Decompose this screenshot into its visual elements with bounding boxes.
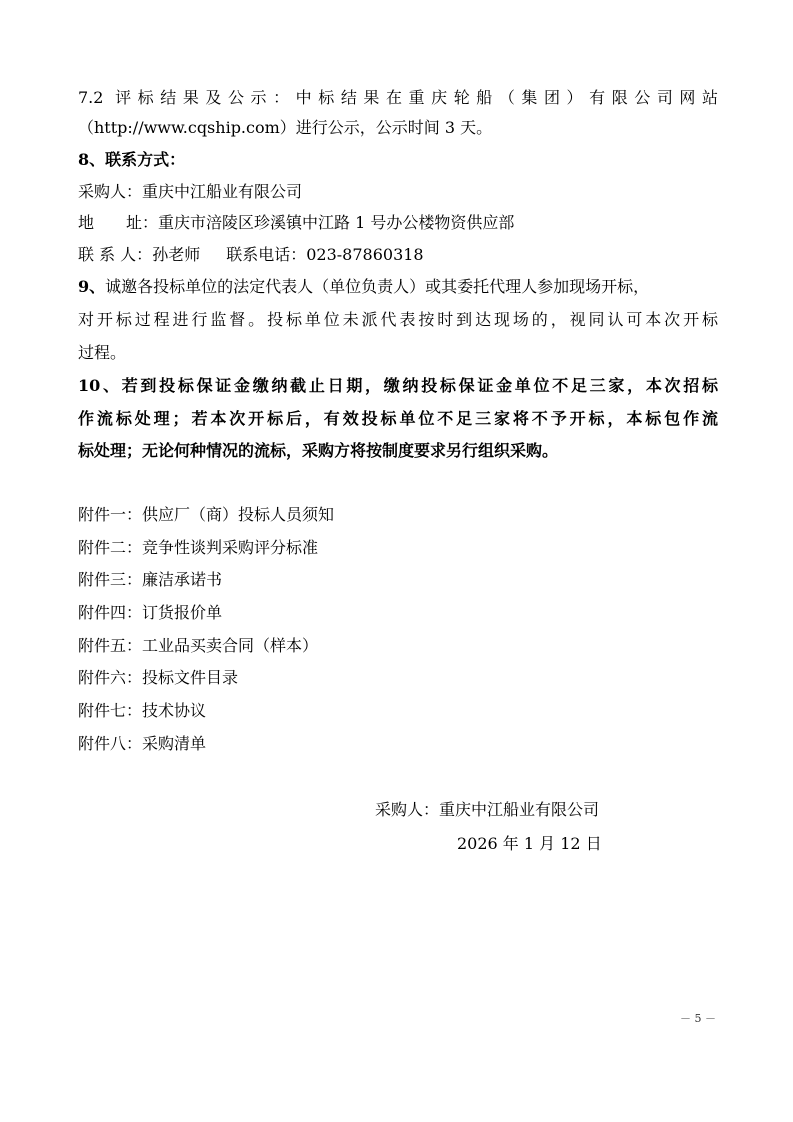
phone-value: 023-87860318 — [306, 245, 424, 264]
evaluation-result-line-2: （http://www.cqship.com）进行公示，公示时间 3 天。 — [78, 118, 493, 137]
invitation-body: 诚邀各投标单位的法定代表人（单位负责人）或其委托代理人参加现场开标， — [105, 277, 650, 296]
contact-heading: 8、联系方式： — [78, 150, 186, 169]
failed-bid-line-3: 标处理；无论何种情况的流标，采购方将按制度要求另行组织采购。 — [78, 441, 559, 460]
contact-address — [78, 213, 718, 233]
invitation-line-1 — [78, 277, 718, 297]
signature-buyer: 采购人：重庆中江船业有限公司 — [375, 800, 600, 819]
failed-bid-line-2: 作流标处理；若本次开标后，有效投标单位不足三家将不予开标，本标包作流 — [78, 409, 718, 428]
attachment-item-7: 附件七：技术协议 — [78, 701, 207, 720]
invitation-text-1 — [78, 277, 649, 296]
invitation-number: 9、 — [78, 277, 106, 296]
attachment-item-8: 附件八：采购清单 — [78, 734, 207, 753]
invitation-line-3: 过程。 — [78, 343, 127, 362]
signature-date: 2026 年 1 月 12 日 — [457, 834, 602, 853]
attachment-item-4: 附件四：订货报价单 — [78, 603, 223, 622]
address-value: 重庆市涪陵区珍溪镇中江路 1 号办公楼物资供应部 — [158, 213, 515, 232]
failed-bid-line-1: 10、若到投标保证金缴纳截止日期，缴纳投标保证金单位不足三家，本次招标 — [78, 376, 718, 395]
attachment-item-6: 附件六：投标文件目录 — [78, 668, 239, 687]
address-label: 地 址： — [78, 213, 159, 232]
attachment-item-3: 附件三：廉洁承诺书 — [78, 570, 223, 589]
contact-buyer: 采购人：重庆中江船业有限公司 — [78, 182, 303, 201]
contact-person-label: 联 系 人： — [78, 245, 153, 264]
attachment-item-2: 附件二：竞争性谈判采购评分标准 — [78, 538, 319, 557]
contact-person-value: 孙老师 — [152, 245, 201, 264]
evaluation-result-line-1: 7.2 评标结果及公示：中标结果在重庆轮船（集团）有限公司网站 — [78, 88, 718, 107]
page-number: － 5 － — [680, 1012, 716, 1025]
attachment-item-5: 附件五：工业品买卖合同（样本） — [78, 636, 319, 655]
attachment-item-1: 附件一：供应厂（商）投标人员须知 — [78, 505, 335, 524]
invitation-line-2: 对开标过程进行监督。投标单位未派代表按时到达现场的，视同认可本次开标 — [78, 310, 718, 329]
phone-label: 联系电话： — [226, 245, 307, 264]
contact-person-row — [78, 245, 718, 265]
